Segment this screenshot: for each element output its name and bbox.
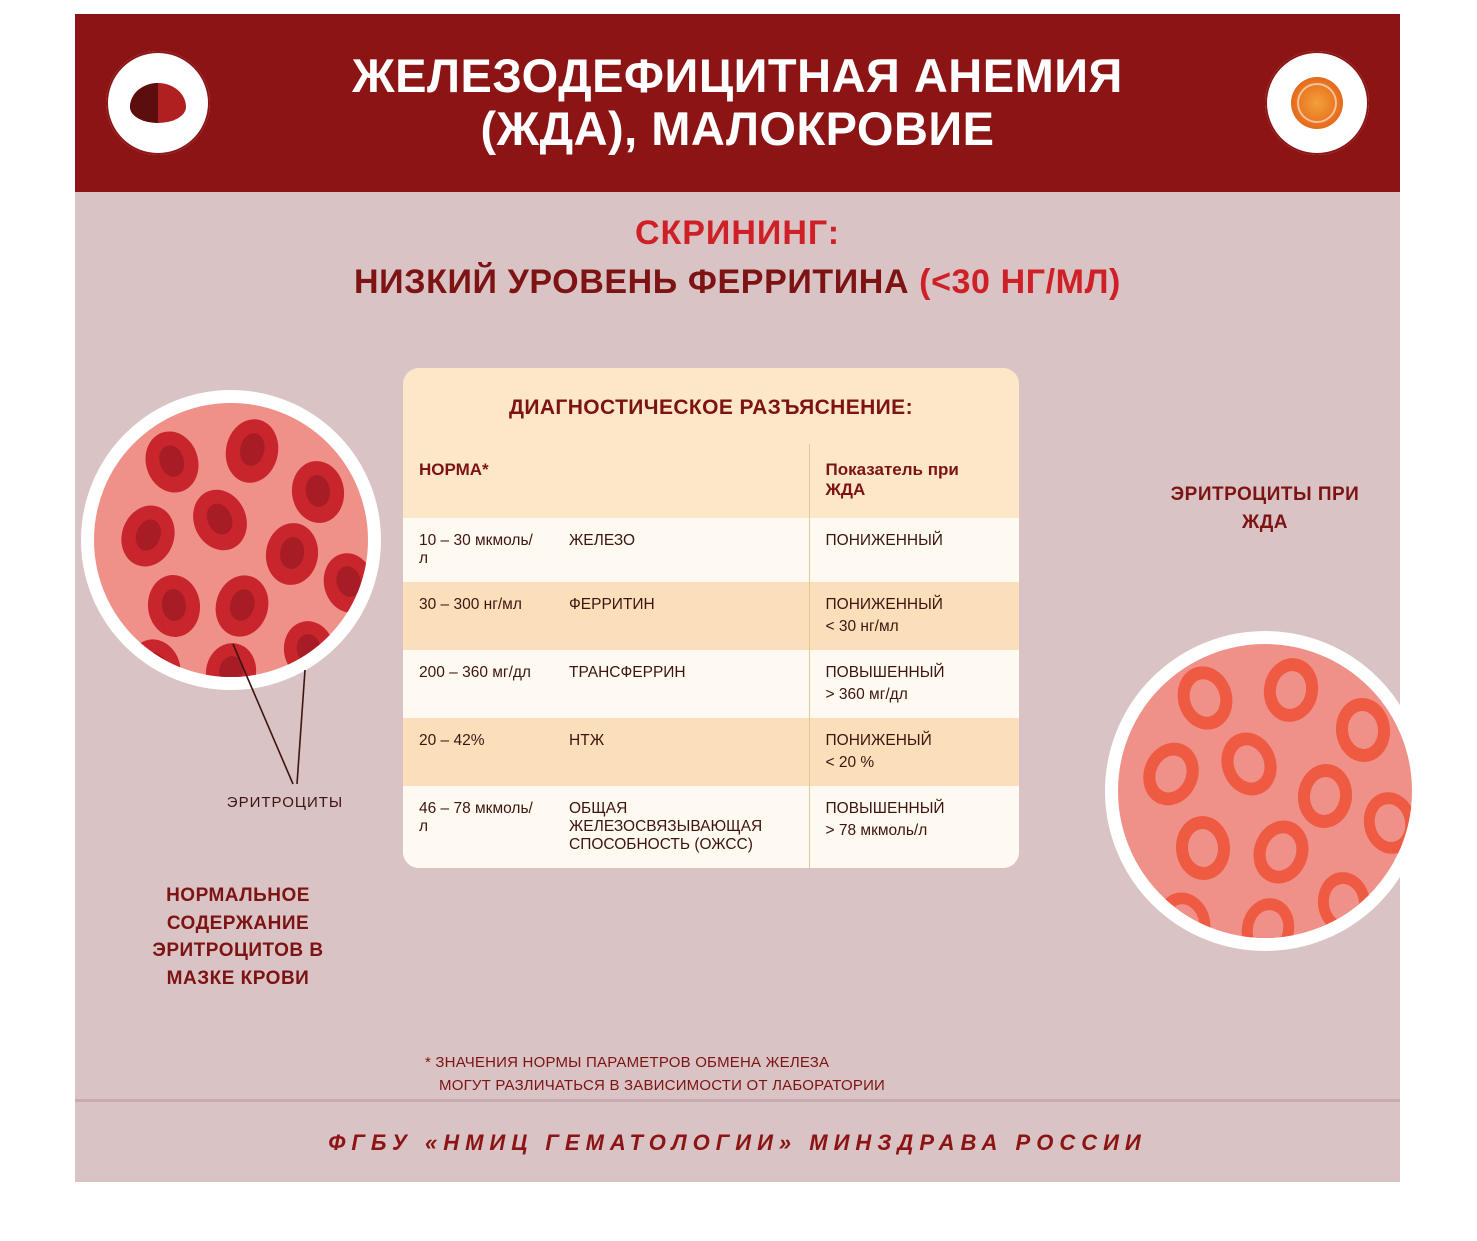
cell-index-sub: > 360 мг/дл bbox=[825, 686, 908, 703]
cell-index bbox=[809, 718, 1019, 786]
table-footnote bbox=[425, 1052, 1125, 1097]
cell-range: 20 – 42% bbox=[403, 718, 553, 786]
erythrocyte-pale bbox=[1314, 869, 1374, 938]
caption-ida-smear: ЭРИТРОЦИТЫ ПРИ ЖДА bbox=[1170, 484, 1360, 533]
footer-divider bbox=[75, 1099, 1400, 1102]
label-erythrocytes-pointer: ЭРИТРОЦИТЫ bbox=[226, 794, 344, 811]
cell-index bbox=[809, 582, 1019, 650]
page-title-line1: ЖЕЛЕЗОДЕФИЦИТНАЯ АНЕМИЯ bbox=[352, 49, 1123, 103]
logo-right-mark bbox=[1291, 77, 1343, 129]
cell-range: 200 – 360 мг/дл bbox=[403, 650, 553, 718]
column-header-norm: НОРМА* bbox=[419, 460, 489, 479]
erythrocyte bbox=[279, 617, 338, 683]
poster-canvas bbox=[75, 14, 1400, 1182]
blood-smear-normal bbox=[81, 390, 381, 690]
erythrocyte bbox=[317, 548, 380, 618]
cell-index-main: ПОВЫШЕННЫЙ bbox=[825, 664, 945, 681]
caption-normal-smear: НОРМАЛЬНОЕ СОДЕРЖАНИЕ ЭРИТРОЦИТОВ В МАЗКЕ КРОВИ bbox=[152, 885, 324, 989]
footnote-line2: МОГУТ РАЗЛИЧАТЬСЯ В ЗАВИСИМОСТИ ОТ ЛАБОРАТОРИИ bbox=[439, 1076, 886, 1094]
table-body bbox=[403, 518, 1019, 868]
table-row bbox=[403, 718, 1019, 786]
parameters-table bbox=[403, 444, 1019, 868]
table-row bbox=[403, 786, 1019, 868]
table-row bbox=[403, 650, 1019, 718]
screening-criterion-accent: (<30 НГ/МЛ) bbox=[919, 263, 1121, 301]
cell-index-sub: > 78 мкмоль/л bbox=[825, 822, 928, 839]
page-title bbox=[217, 50, 1258, 155]
cell-index-main: ПОНИЖЕНЫЙ bbox=[825, 732, 932, 749]
erythrocyte bbox=[201, 639, 260, 690]
footer-organization: ФГБУ «НМИЦ ГЕМАТОЛОГИИ» МИНЗДРАВА РОССИИ bbox=[328, 1130, 1147, 1155]
cell-index-sub: < 30 нг/мл bbox=[825, 618, 899, 635]
erythrocyte-pale bbox=[1358, 787, 1422, 858]
footnote-line1: * ЗНАЧЕНИЯ НОРМЫ ПАРАМЕТРОВ ОБМЕНА ЖЕЛЕЗА bbox=[425, 1054, 830, 1071]
table-head bbox=[403, 444, 1019, 518]
erythrocyte bbox=[208, 569, 275, 643]
erythrocyte bbox=[288, 458, 348, 527]
erythrocyte-pale bbox=[1213, 725, 1286, 804]
erythrocyte bbox=[184, 481, 257, 559]
cell-parameter: ОБЩАЯ ЖЕЛЕЗОСВЯЗЫВАЮЩАЯ СПОСОБНОСТЬ (ОЖСС) bbox=[553, 786, 809, 868]
screening-criterion bbox=[75, 263, 1400, 302]
cell-parameter: ЖЕЛЕЗО bbox=[553, 518, 809, 582]
card-title: ДИАГНОСТИЧЕСКОЕ РАЗЪЯСНЕНИЕ: bbox=[509, 396, 913, 419]
logo-hematology-center-icon bbox=[99, 44, 217, 162]
cell-index bbox=[809, 650, 1019, 718]
erythrocyte-pale bbox=[1333, 695, 1393, 764]
cell-range: 30 – 300 нг/мл bbox=[403, 582, 553, 650]
erythrocyte-pale bbox=[1259, 654, 1323, 726]
cell-index bbox=[809, 786, 1019, 868]
table-header-row bbox=[403, 444, 1019, 518]
cell-range: 10 – 30 мкмоль/л bbox=[403, 518, 553, 582]
column-header-index: Показатель при ЖДА bbox=[809, 444, 1019, 518]
erythrocyte-pale bbox=[1174, 814, 1232, 882]
screening-heading bbox=[75, 214, 1400, 302]
erythrocyte bbox=[113, 498, 183, 574]
erythrocyte-pale bbox=[1170, 660, 1240, 736]
erythrocyte-pale bbox=[1134, 734, 1208, 814]
screening-label: СКРИНИНГ: bbox=[634, 214, 841, 252]
cell-index bbox=[809, 518, 1019, 582]
erythrocyte bbox=[220, 414, 284, 487]
logo-hematology-society-icon bbox=[1258, 44, 1376, 162]
erythrocyte bbox=[138, 424, 207, 499]
erythrocyte bbox=[122, 632, 189, 690]
blood-smear-ida bbox=[1105, 631, 1425, 951]
erythrocyte-pale bbox=[1295, 761, 1355, 830]
header bbox=[75, 14, 1400, 192]
logo-left-mark bbox=[130, 83, 186, 123]
table-row bbox=[403, 582, 1019, 650]
cell-parameter: НТЖ bbox=[553, 718, 809, 786]
cell-parameter: ТРАНСФЕРРИН bbox=[553, 650, 809, 718]
erythrocyte-pale bbox=[1245, 813, 1316, 891]
page-title-line2: (ЖДА), МАЛОКРОВИЕ bbox=[480, 102, 995, 155]
footer bbox=[75, 1104, 1400, 1182]
table-row bbox=[403, 518, 1019, 582]
cell-range: 46 – 78 мкмоль/л bbox=[403, 786, 553, 868]
cell-index-main: ПОНИЖЕННЫЙ bbox=[825, 596, 943, 613]
cell-index-sub: < 20 % bbox=[825, 754, 875, 771]
erythrocyte-pale bbox=[1236, 893, 1300, 951]
diagnostic-card bbox=[403, 368, 1019, 868]
cell-index-main: ПОНИЖЕННЫЙ bbox=[825, 532, 943, 549]
erythrocyte-pale bbox=[1150, 885, 1219, 951]
cell-index-main: ПОВЫШЕННЫЙ bbox=[825, 800, 945, 817]
erythrocyte bbox=[262, 520, 322, 589]
erythrocyte bbox=[145, 572, 203, 639]
cell-parameter: ФЕРРИТИН bbox=[553, 582, 809, 650]
screening-criterion-main: НИЗКИЙ УРОВЕНЬ ФЕРРИТИНА bbox=[354, 263, 920, 301]
